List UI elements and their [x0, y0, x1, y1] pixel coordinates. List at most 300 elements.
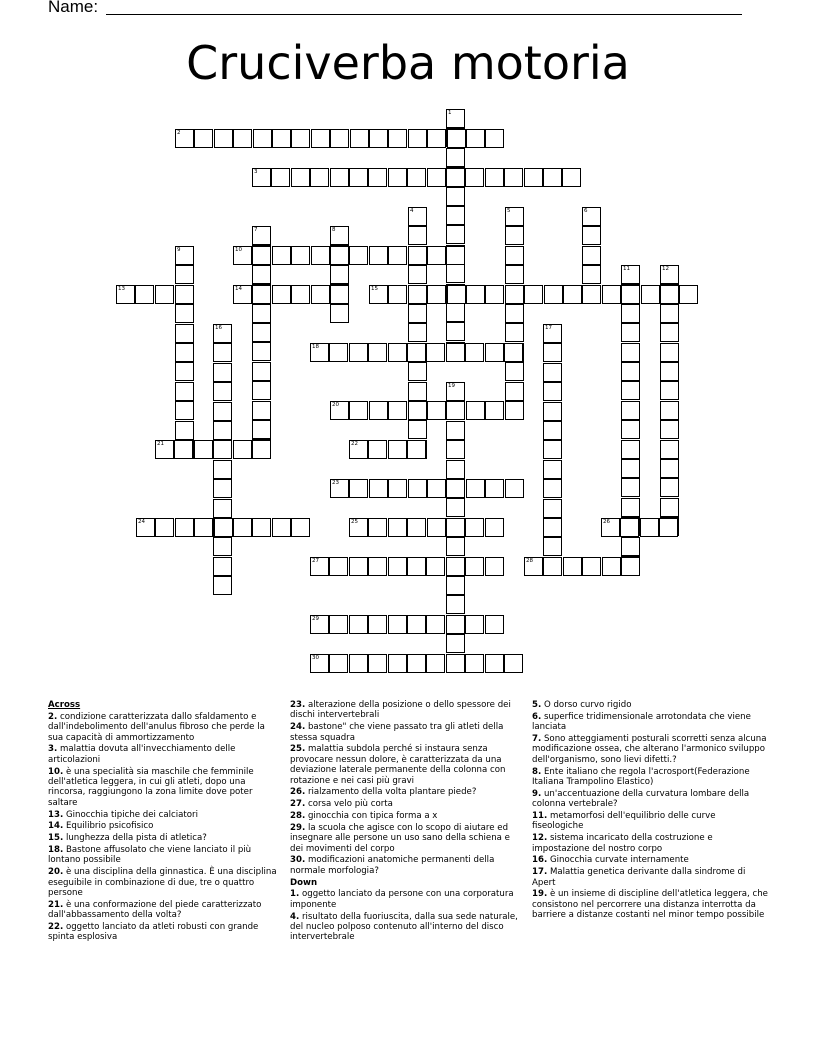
grid-cell[interactable] [427, 285, 446, 304]
grid-cell[interactable] [213, 479, 232, 498]
grid-cell[interactable] [543, 537, 562, 556]
grid-cell[interactable] [272, 518, 291, 537]
grid-cell[interactable] [213, 440, 232, 459]
grid-cell[interactable] [330, 479, 349, 498]
grid-cell[interactable] [252, 342, 271, 361]
grid-cell[interactable] [330, 285, 349, 304]
grid-cell[interactable] [543, 479, 562, 498]
grid-cell[interactable] [660, 285, 679, 304]
grid-cell[interactable] [544, 285, 563, 304]
grid-cell[interactable] [155, 440, 174, 459]
grid-cell[interactable] [349, 168, 368, 187]
grid-cell[interactable] [447, 285, 466, 304]
clue-item-number: 25. [290, 744, 306, 755]
grid-cell[interactable] [466, 285, 485, 304]
grid-cell[interactable] [447, 129, 466, 148]
grid-cell[interactable] [446, 109, 465, 128]
clue-item-number: 22. [48, 922, 64, 933]
grid-cell[interactable] [233, 246, 252, 265]
grid-cell[interactable] [408, 226, 427, 245]
grid-cell[interactable] [543, 402, 562, 421]
grid-cell[interactable] [175, 362, 194, 381]
grid-cell[interactable] [679, 285, 698, 304]
grid-cell[interactable] [329, 654, 348, 673]
grid-cell[interactable] [446, 479, 465, 498]
grid-cell[interactable] [485, 285, 504, 304]
grid-cell[interactable] [446, 246, 465, 265]
grid-cell[interactable] [543, 343, 562, 362]
clue-item-number: 26. [290, 787, 306, 798]
grid-cell[interactable] [388, 518, 407, 537]
grid-cell[interactable] [543, 324, 562, 343]
grid-cell[interactable] [368, 615, 387, 634]
grid-cell[interactable] [291, 518, 310, 537]
clue-item [290, 744, 520, 786]
grid-cell[interactable] [408, 362, 427, 381]
grid-cell[interactable] [446, 401, 465, 420]
grid-cell[interactable] [485, 557, 504, 576]
grid-cell[interactable] [465, 557, 484, 576]
grid-cell[interactable] [252, 323, 271, 342]
grid-cell[interactable] [427, 401, 446, 420]
grid-cell[interactable] [505, 304, 524, 323]
grid-cell[interactable] [330, 401, 349, 420]
grid-cell[interactable] [446, 634, 465, 653]
clue-item-number: 2. [48, 711, 58, 722]
grid-cell[interactable] [233, 129, 252, 148]
grid-cell[interactable] [349, 401, 368, 420]
clue-item-number: 23. [290, 700, 306, 710]
grid-cell[interactable] [388, 401, 407, 420]
grid-cell[interactable] [485, 518, 504, 537]
grid-cell[interactable] [446, 498, 465, 517]
grid-cell[interactable] [155, 518, 174, 537]
grid-cell[interactable] [369, 479, 388, 498]
grid-cell[interactable] [136, 518, 155, 537]
grid-cell[interactable] [466, 401, 485, 420]
grid-cell[interactable] [543, 499, 562, 518]
grid-cell[interactable] [446, 518, 465, 537]
grid-cell[interactable] [621, 459, 640, 478]
grid-cell[interactable] [485, 343, 504, 362]
grid-cell[interactable] [660, 401, 679, 420]
grid-cell[interactable] [446, 421, 465, 440]
grid-cell[interactable] [505, 323, 524, 342]
grid-cell[interactable] [621, 265, 640, 284]
grid-cell[interactable] [620, 518, 639, 537]
grid-cell[interactable] [446, 168, 465, 187]
grid-cell[interactable] [408, 207, 427, 226]
grid-cell[interactable] [252, 401, 271, 420]
grid-cell[interactable] [388, 479, 407, 498]
grid-cell[interactable] [641, 285, 660, 304]
grid-cell[interactable] [311, 129, 330, 148]
grid-cell[interactable] [252, 420, 271, 439]
grid-cell[interactable] [349, 654, 368, 673]
grid-cell[interactable] [660, 420, 679, 439]
grid-cell[interactable] [582, 557, 601, 576]
grid-cell[interactable] [407, 557, 426, 576]
grid-cell[interactable] [582, 285, 601, 304]
grid-cell[interactable] [329, 343, 348, 362]
grid-cell[interactable] [330, 246, 349, 265]
clue-number: 14 [235, 286, 242, 292]
grid-cell[interactable] [349, 557, 368, 576]
grid-cell[interactable] [175, 401, 194, 420]
grid-cell[interactable] [388, 168, 407, 187]
grid-cell[interactable] [368, 557, 387, 576]
grid-cell[interactable] [465, 518, 484, 537]
grid-cell[interactable] [485, 168, 504, 187]
clue-item [532, 833, 768, 854]
grid-cell[interactable] [329, 615, 348, 634]
grid-cell[interactable] [446, 382, 465, 401]
grid-cell[interactable] [214, 129, 233, 148]
grid-cell[interactable] [426, 557, 445, 576]
grid-cell[interactable] [330, 129, 349, 148]
grid-cell[interactable] [504, 168, 523, 187]
grid-cell[interactable] [252, 285, 271, 304]
grid-cell[interactable] [408, 285, 427, 304]
grid-cell[interactable] [213, 499, 232, 518]
grid-cell[interactable] [407, 168, 426, 187]
grid-cell[interactable] [349, 518, 368, 537]
grid-cell[interactable] [388, 654, 407, 673]
grid-cell[interactable] [465, 168, 484, 187]
grid-cell[interactable] [252, 226, 271, 245]
clue-item-text: è una disciplina della ginnastica. È una disciplina eseguibile in combinazione di due, tre o quattro persone [48, 867, 277, 899]
grid-cell[interactable] [446, 206, 465, 225]
grid-cell[interactable] [213, 363, 232, 382]
grid-cell[interactable] [543, 518, 562, 537]
grid-cell[interactable] [582, 246, 601, 265]
grid-cell[interactable] [543, 363, 562, 382]
grid-cell[interactable] [213, 324, 232, 343]
grid-cell[interactable] [602, 557, 621, 576]
grid-cell[interactable] [252, 381, 271, 400]
grid-cell[interactable] [330, 168, 349, 187]
grid-cell[interactable] [311, 246, 330, 265]
grid-cell[interactable] [427, 168, 446, 187]
grid-cell[interactable] [175, 265, 194, 284]
grid-cell[interactable] [427, 129, 446, 148]
grid-cell[interactable] [213, 382, 232, 401]
grid-cell[interactable] [175, 343, 194, 362]
grid-cell[interactable] [174, 440, 193, 459]
grid-cell[interactable] [505, 226, 524, 245]
grid-cell[interactable] [233, 518, 252, 537]
grid-cell[interactable] [563, 557, 582, 576]
grid-cell[interactable] [505, 246, 524, 265]
grid-cell[interactable] [660, 459, 679, 478]
clue-item [290, 912, 520, 943]
grid-cell[interactable] [271, 168, 290, 187]
grid-cell[interactable] [252, 518, 271, 537]
grid-cell[interactable] [446, 322, 465, 341]
grid-cell[interactable] [465, 654, 484, 673]
grid-cell[interactable] [175, 285, 194, 304]
grid-cell[interactable] [408, 129, 427, 148]
grid-cell[interactable] [621, 362, 640, 381]
grid-cell[interactable] [349, 479, 368, 498]
grid-cell[interactable] [194, 518, 213, 537]
grid-cell[interactable] [349, 343, 368, 362]
grid-cell[interactable] [408, 420, 427, 439]
grid-cell[interactable] [621, 440, 640, 459]
grid-cell[interactable] [408, 304, 427, 323]
grid-cell[interactable] [369, 129, 388, 148]
grid-cell[interactable] [408, 479, 427, 498]
grid-cell[interactable] [621, 478, 640, 497]
grid-cell[interactable] [349, 246, 368, 265]
grid-cell[interactable] [310, 343, 329, 362]
grid-cell[interactable] [562, 168, 581, 187]
grid-cell[interactable] [252, 168, 271, 187]
grid-cell[interactable] [368, 168, 387, 187]
grid-cell[interactable] [407, 518, 426, 537]
grid-cell[interactable] [485, 129, 504, 148]
grid-cell[interactable] [252, 440, 271, 459]
grid-cell[interactable] [213, 537, 232, 556]
grid-cell[interactable] [621, 304, 640, 323]
grid-cell[interactable] [253, 129, 272, 148]
grid-cell[interactable] [582, 265, 601, 284]
grid-cell[interactable] [660, 343, 679, 362]
grid-cell[interactable] [291, 285, 310, 304]
grid-cell[interactable] [446, 557, 465, 576]
grid-cell[interactable] [407, 654, 426, 673]
grid-cell[interactable] [543, 440, 562, 459]
grid-cell[interactable] [524, 557, 543, 576]
grid-cell[interactable] [252, 246, 271, 265]
grid-cell[interactable] [135, 285, 154, 304]
grid-cell[interactable] [213, 343, 232, 362]
grid-cell[interactable] [349, 615, 368, 634]
grid-cell[interactable] [621, 343, 640, 362]
grid-cell[interactable] [660, 362, 679, 381]
grid-cell[interactable] [505, 265, 524, 284]
grid-cell[interactable] [350, 129, 369, 148]
grid-cell[interactable] [446, 576, 465, 595]
grid-cell[interactable] [330, 265, 349, 284]
grid-cell[interactable] [446, 440, 465, 459]
clue-item-text: corsa velo più corta [305, 799, 393, 810]
grid-cell[interactable] [330, 304, 349, 323]
grid-cell[interactable] [621, 498, 640, 517]
grid-cell[interactable] [155, 285, 174, 304]
grid-cell[interactable] [446, 615, 465, 634]
grid-cell[interactable] [601, 518, 620, 537]
grid-cell[interactable] [388, 285, 407, 304]
clue-number: 8 [332, 227, 336, 233]
grid-cell[interactable] [252, 304, 271, 323]
grid-cell[interactable] [310, 557, 329, 576]
grid-cell[interactable] [505, 479, 524, 498]
grid-cell[interactable] [621, 381, 640, 400]
grid-cell[interactable] [388, 440, 407, 459]
grid-cell[interactable] [505, 382, 524, 401]
grid-cell[interactable] [563, 285, 582, 304]
grid-cell[interactable] [485, 401, 504, 420]
grid-cell[interactable] [349, 440, 368, 459]
grid-cell[interactable] [388, 246, 407, 265]
grid-cell[interactable] [408, 382, 427, 401]
grid-cell[interactable] [175, 518, 194, 537]
grid-cell[interactable] [543, 168, 562, 187]
grid-cell[interactable] [175, 246, 194, 265]
grid-cell[interactable] [485, 479, 504, 498]
grid-cell[interactable] [310, 615, 329, 634]
grid-cell[interactable] [213, 557, 232, 576]
grid-cell[interactable] [408, 246, 427, 265]
grid-cell[interactable] [407, 615, 426, 634]
grid-cell[interactable] [214, 518, 233, 537]
grid-cell[interactable] [621, 285, 640, 304]
grid-cell[interactable] [504, 343, 523, 362]
grid-cell[interactable] [446, 595, 465, 614]
grid-cell[interactable] [388, 557, 407, 576]
grid-cell[interactable] [213, 402, 232, 421]
clue-item [48, 744, 278, 765]
grid-cell[interactable] [621, 323, 640, 342]
grid-cell[interactable] [368, 343, 387, 362]
grid-cell[interactable] [485, 615, 504, 634]
grid-cell[interactable] [446, 537, 465, 556]
grid-cell[interactable] [233, 440, 252, 459]
grid-cell[interactable] [427, 479, 446, 498]
grid-cell[interactable] [660, 381, 679, 400]
grid-cell[interactable] [446, 303, 465, 322]
grid-cell[interactable] [329, 557, 348, 576]
grid-cell[interactable] [660, 304, 679, 323]
grid-cell[interactable] [175, 421, 194, 440]
grid-cell[interactable] [543, 460, 562, 479]
grid-cell[interactable] [194, 440, 213, 459]
grid-cell[interactable] [504, 654, 523, 673]
grid-cell[interactable] [446, 264, 465, 283]
clue-item-text: condizione caratterizzata dallo sfaldamento e dall'indebolimento dell'anulus fibroso che perde la sua capacità di ammortizzamento [48, 711, 265, 743]
grid-cell[interactable] [640, 518, 659, 537]
grid-cell[interactable] [175, 382, 194, 401]
grid-cell[interactable] [582, 207, 601, 226]
grid-cell[interactable] [466, 129, 485, 148]
grid-cell[interactable] [524, 168, 543, 187]
grid-cell[interactable] [659, 518, 678, 537]
grid-cell[interactable] [388, 129, 407, 148]
grid-cell[interactable] [446, 460, 465, 479]
grid-cell[interactable] [446, 343, 465, 362]
grid-cell[interactable] [233, 285, 252, 304]
grid-cell[interactable] [660, 323, 679, 342]
clue-item-text: la scuola che agisce con lo scopo di aiutare ed insegnare alle persone un uso sano della schiena e dei movimenti del corpo [290, 822, 510, 854]
grid-cell[interactable] [368, 440, 387, 459]
clue-item-text: bastone" che viene passato tra gli atleti della stessa squadra [290, 722, 504, 743]
grid-cell[interactable] [408, 323, 427, 342]
grid-cell[interactable] [272, 285, 291, 304]
grid-cell[interactable] [388, 615, 407, 634]
grid-cell[interactable] [524, 285, 543, 304]
grid-cell[interactable] [408, 265, 427, 284]
grid-cell[interactable] [272, 129, 291, 148]
grid-cell[interactable] [175, 324, 194, 343]
clue-item-number: 27. [290, 799, 306, 810]
grid-cell[interactable] [621, 557, 640, 576]
grid-cell[interactable] [543, 557, 562, 576]
grid-cell[interactable] [310, 168, 329, 187]
grid-cell[interactable] [252, 265, 271, 284]
grid-cell[interactable] [660, 265, 679, 284]
clue-item-number: 14. [48, 821, 64, 832]
grid-cell[interactable] [291, 168, 310, 187]
grid-cell[interactable] [427, 246, 446, 265]
grid-cell[interactable] [175, 304, 194, 323]
grid-cell[interactable] [660, 440, 679, 459]
clue-number: 7 [254, 227, 258, 233]
grid-cell[interactable] [291, 246, 310, 265]
grid-cell[interactable] [505, 362, 524, 381]
grid-cell[interactable] [369, 285, 388, 304]
grid-cell[interactable] [426, 654, 445, 673]
grid-cell[interactable] [543, 421, 562, 440]
grid-cell[interactable] [621, 420, 640, 439]
grid-cell[interactable] [505, 285, 524, 304]
grid-cell[interactable] [369, 401, 388, 420]
grid-cell[interactable] [446, 187, 465, 206]
grid-cell[interactable] [427, 518, 446, 537]
grid-cell[interactable] [194, 129, 213, 148]
grid-cell[interactable] [310, 654, 329, 673]
grid-cell[interactable] [330, 226, 349, 245]
grid-cell[interactable] [272, 246, 291, 265]
grid-cell[interactable] [407, 440, 426, 459]
grid-cell[interactable] [465, 343, 484, 362]
grid-cell[interactable] [407, 343, 426, 362]
grid-cell[interactable] [175, 129, 194, 148]
grid-cell[interactable] [485, 654, 504, 673]
grid-cell[interactable] [446, 148, 465, 167]
grid-cell[interactable] [465, 615, 484, 634]
grid-cell[interactable] [213, 460, 232, 479]
grid-cell[interactable] [291, 129, 310, 148]
grid-cell[interactable] [426, 615, 445, 634]
grid-cell[interactable] [466, 479, 485, 498]
grid-cell[interactable] [621, 401, 640, 420]
grid-cell[interactable] [602, 285, 621, 304]
grid-cell[interactable] [543, 382, 562, 401]
grid-cell[interactable] [369, 246, 388, 265]
clue-item [532, 712, 768, 733]
grid-cell[interactable] [660, 498, 679, 517]
clue-number: 20 [332, 402, 339, 408]
grid-cell[interactable] [213, 421, 232, 440]
grid-cell[interactable] [426, 343, 445, 362]
grid-cell[interactable] [446, 225, 465, 244]
grid-cell[interactable] [505, 207, 524, 226]
grid-cell[interactable] [582, 226, 601, 245]
grid-cell[interactable] [446, 654, 465, 673]
grid-cell[interactable] [660, 478, 679, 497]
grid-cell[interactable] [213, 576, 232, 595]
grid-cell[interactable] [252, 362, 271, 381]
grid-cell[interactable] [621, 537, 640, 556]
grid-cell[interactable] [388, 343, 407, 362]
grid-cell[interactable] [311, 285, 330, 304]
grid-cell[interactable] [505, 401, 524, 420]
grid-cell[interactable] [368, 518, 387, 537]
grid-cell[interactable] [368, 654, 387, 673]
grid-cell[interactable] [408, 401, 427, 420]
grid-cell[interactable] [116, 285, 135, 304]
